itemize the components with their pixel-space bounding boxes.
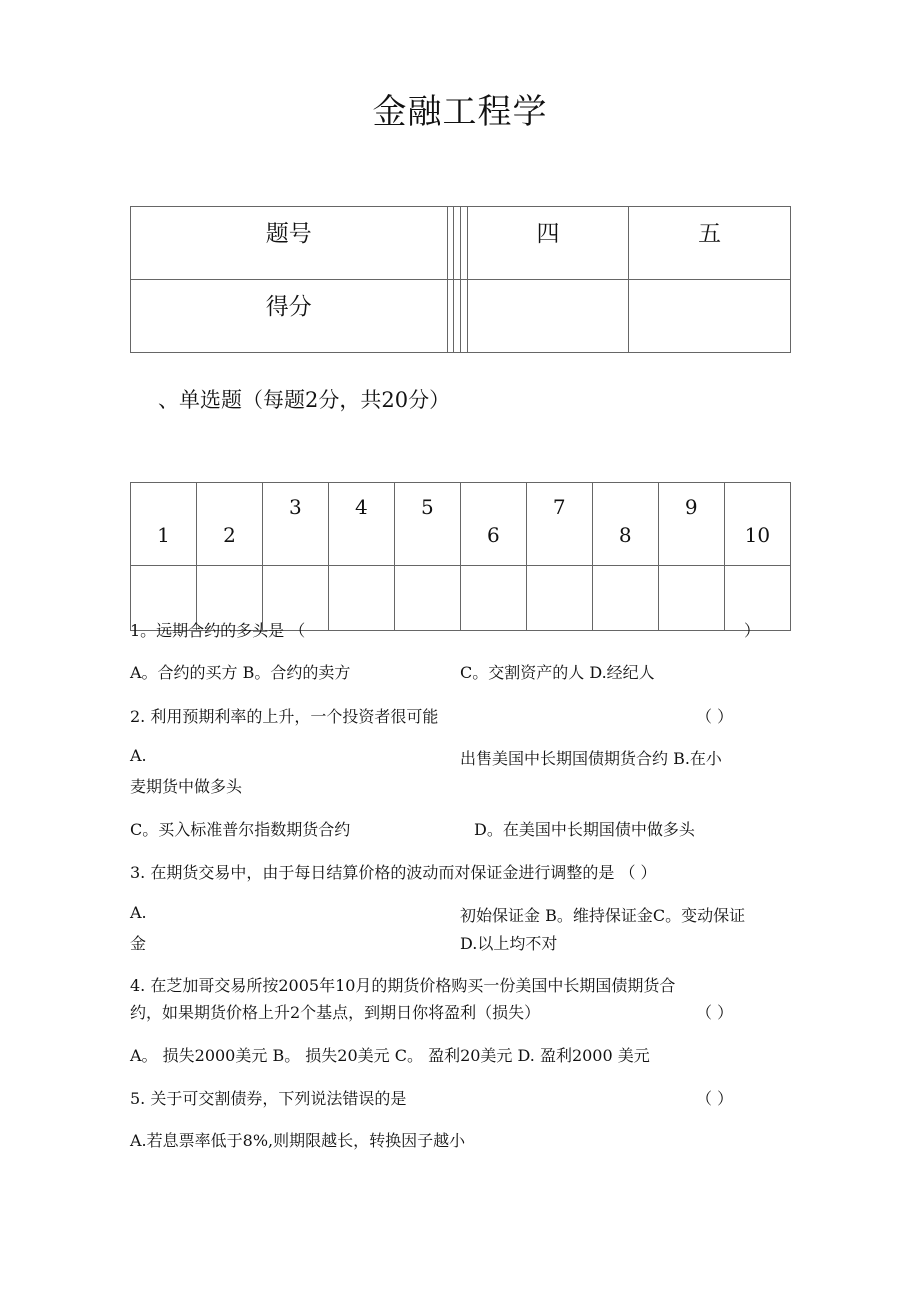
question-1-text: 1。远期合约的多头是 （ [130, 621, 306, 640]
score-header-cell [454, 207, 461, 280]
answer-number: 7 [526, 483, 592, 566]
question-4-line-2: 约，如果期货价格上升2个基点，到期日你将盈利（损失） [130, 1003, 541, 1022]
score-table [130, 206, 791, 353]
question-3-option-d: D.以上均不对 [460, 934, 558, 953]
answer-cell[interactable] [526, 566, 592, 631]
question-1-option-cd: C。交割资产的人 D.经纪人 [460, 663, 655, 682]
question-1-paren: ） [744, 621, 761, 640]
answer-cell[interactable] [658, 566, 724, 631]
score-cell[interactable] [454, 280, 461, 353]
answer-number: 1 [131, 483, 197, 566]
question-3-option-a: 初始保证金 B。维持保证金C。变动保证 [460, 906, 746, 925]
score-table-score-row [131, 280, 791, 353]
score-header-cell: 四 [467, 207, 629, 280]
score-row-label: 得分 [131, 280, 448, 353]
score-table-header-row [131, 207, 791, 280]
document-title: 金融工程学 [372, 92, 548, 132]
score-header-cell [447, 207, 454, 280]
answer-cell[interactable] [394, 566, 460, 631]
answer-number: 6 [460, 483, 526, 566]
question-2-option-a-label: A. [130, 746, 147, 765]
answer-number: 10 [724, 483, 790, 566]
question-4-paren: （ ） [696, 1003, 734, 1022]
question-2-text: 2. 利用预期利率的上升，一个投资者很可能 [130, 707, 439, 726]
question-4-line-1: 4. 在芝加哥交易所按2005年10月的期货价格购买一份美国中长期国债期货合 [130, 976, 676, 995]
question-5-paren: （ ） [696, 1089, 734, 1108]
answer-number: 9 [658, 483, 724, 566]
score-cell[interactable] [460, 280, 467, 353]
answer-number: 2 [196, 483, 262, 566]
answer-cell[interactable] [328, 566, 394, 631]
question-2-option-d: D。在美国中长期国债中做多头 [474, 820, 695, 839]
answer-cell[interactable] [592, 566, 658, 631]
question-2-option-a: 出售美国中长期国债期货合约 B.在小 [460, 749, 722, 768]
answer-number: 8 [592, 483, 658, 566]
question-5-text: 5. 关于可交割债券，下列说法错误的是 [130, 1089, 407, 1108]
question-2-paren: （ ） [696, 707, 734, 726]
question-2-option-c: C。买入标准普尔指数期货合约 [130, 820, 351, 839]
question-1-option-ab: A。合约的买方 B。合约的卖方 [130, 663, 351, 682]
score-header-cell: 题号 [131, 207, 448, 280]
section-heading: 、单选题（每题2分，共20分） [158, 388, 451, 412]
answer-table [130, 482, 791, 631]
question-3-option-a-label: A. [130, 903, 147, 922]
answer-cell[interactable] [460, 566, 526, 631]
question-5-option-a: A.若息票率低于8%,则期限越长，转换因子越小 [130, 1131, 466, 1150]
answer-number-row [131, 483, 791, 566]
answer-number: 4 [328, 483, 394, 566]
score-cell[interactable] [629, 280, 791, 353]
score-header-cell: 五 [629, 207, 791, 280]
score-cell[interactable] [467, 280, 629, 353]
question-4-options: A。 损失2000美元 B。 损失20美元 C。 盈利20美元 D. 盈利2000 美元 [130, 1046, 650, 1065]
score-cell[interactable] [447, 280, 454, 353]
answer-number: 5 [394, 483, 460, 566]
score-header-cell [460, 207, 467, 280]
question-3-option-a-cont: 金 [130, 934, 147, 953]
question-2-option-a-cont: 麦期货中做多头 [130, 777, 243, 796]
question-3-text: 3. 在期货交易中，由于每日结算价格的波动而对保证金进行调整的是 （ ） [130, 863, 657, 882]
answer-number: 3 [262, 483, 328, 566]
